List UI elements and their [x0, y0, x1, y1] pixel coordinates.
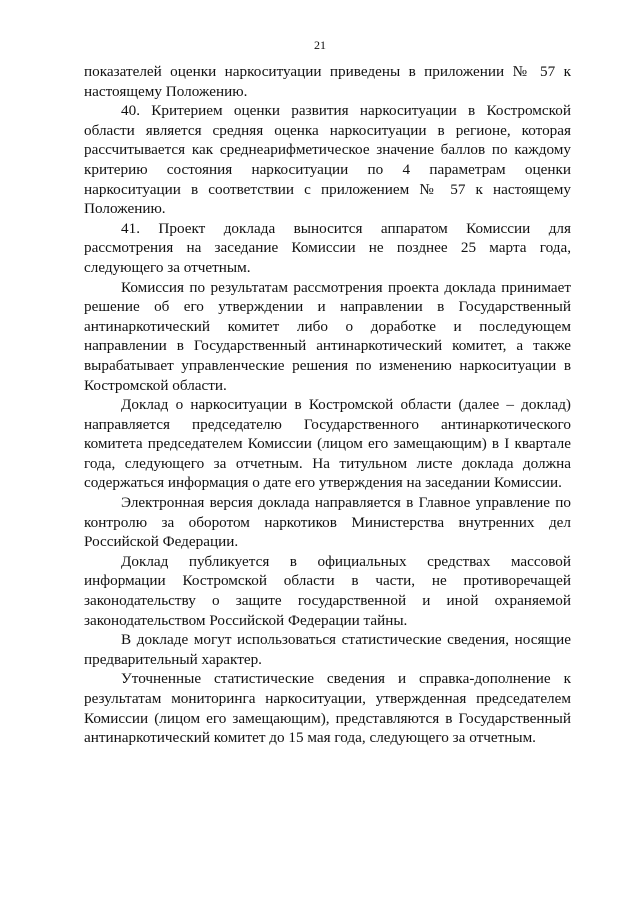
paragraph-report-submission: Доклад о наркоситуации в Костромской области (далее – доклад) направляется председателю Государственного антинаркотического комитета председателем Комиссии (лицом его замещающим) в I квартале года, следующего за отчетным. На титульном листе доклада должна содержаться информация о дате его утверждения на заседании Комиссии.: [84, 396, 571, 492]
paragraph-publication: Доклад публикуется в официальных средствах массовой информации Костромской области в части, не противоречащей законодательству о защите государственной и иной охраняемой законодательством Российской Федерации тайны.: [84, 552, 571, 629]
paragraph-commission-decision: Комиссия по результатам рассмотрения проекта доклада принимает решение об его утверждении и направлении в Государственный антинаркотический комитет либо о доработке и последующем направлении в Государственный антинаркотический комитет, а также вырабатывает управленческие решения по изменению наркоситуации в Костромской области.: [84, 278, 571, 394]
paragraph-refined-statistics: Уточненные статистические сведения и справка-дополнение к результатам мониторинга наркоситуации, утвержденная председателем Комиссии (лицом его замещающим), представляются в Государственный антинаркотический комитет до 15 мая года, следующего за отчетным.: [84, 670, 571, 747]
paragraph-41: 41. Проект доклада выносится аппаратом Комиссии для рассмотрения на заседание Комиссии не позднее 25 марта года, следующего за отчетным.: [84, 219, 571, 276]
paragraph-statistics: В докладе могут использоваться статистические сведения, носящие предварительный характер.: [84, 631, 571, 668]
paragraph-continuation: показателей оценки наркоситуации приведены в приложении № 57 к настоящему Положению.: [84, 63, 571, 100]
paragraph-electronic-version: Электронная версия доклада направляется в Главное управление по контролю за оборотом наркотиков Министерства внутренних дел Российской Федерации.: [84, 494, 571, 551]
document-body: [84, 62, 571, 748]
paragraph-40: 40. Критерием оценки развития наркоситуации в Костромской области является средняя оценка наркоситуации в регионе, которая рассчитывается как среднеарифметическое значение баллов по каждому критерию состояния наркоситуации по 4 параметрам оценки наркоситуации в соответствии с приложением № 57 к настоящему Положению.: [84, 102, 571, 218]
page-number: 21: [314, 38, 326, 52]
